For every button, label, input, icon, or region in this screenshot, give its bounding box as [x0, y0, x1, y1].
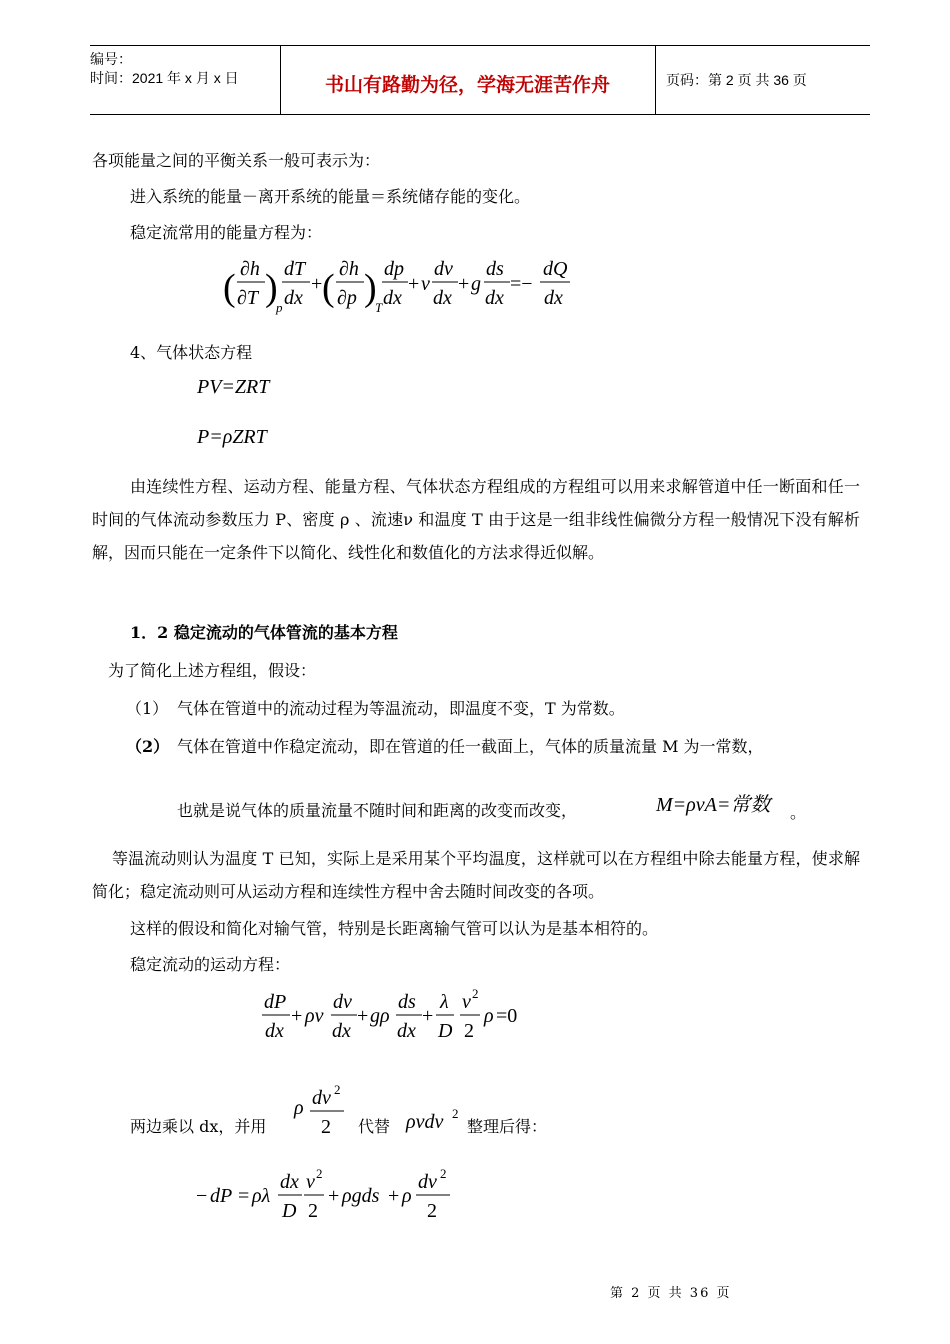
svg-text:T: T [375, 300, 383, 315]
energy-equation [218, 252, 588, 322]
svg-text:=0: =0 [496, 1005, 518, 1027]
svg-text:dp: dp [384, 258, 404, 280]
term-rho-v-dv2 [404, 1106, 464, 1140]
equation-mass-flow-constant: M=ρνA=常数 [656, 794, 771, 816]
assumption-2-end-mark: 。 [790, 803, 807, 822]
svg-text:∂p: ∂p [337, 287, 357, 309]
svg-text:ρ: ρ [402, 1185, 412, 1207]
svg-text:dx: dx [332, 1020, 351, 1042]
svg-text:dP: dP [210, 1185, 233, 1207]
text-assumptions-intro: 为了简化上述方程组，假设： [108, 661, 317, 680]
svg-text:dv: dv [333, 991, 352, 1013]
svg-text:v: v [462, 991, 471, 1013]
svg-text:+: + [422, 1005, 434, 1027]
svg-text:2: 2 [472, 986, 479, 1001]
svg-text:dv: dv [312, 1087, 331, 1109]
svg-text:+: + [388, 1185, 400, 1207]
svg-text:): ) [265, 267, 278, 309]
equation-pv-zrt: PV=ZRT [197, 376, 270, 398]
svg-text:dx: dx [397, 1020, 416, 1042]
assumption-1-text: 气体在管道中的流动过程为等温流动，即温度不变，T 为常数。 [177, 699, 625, 718]
doc-number-label: 编号： [90, 51, 132, 67]
svg-text:2: 2 [316, 1166, 323, 1181]
svg-text:dv: dv [434, 258, 453, 280]
svg-text:ρgds: ρgds [342, 1185, 380, 1207]
svg-text:−: − [196, 1185, 208, 1207]
svg-text:=−: =− [510, 273, 533, 295]
paragraph-equation-system: 由连续性方程、运动方程、能量方程、气体状态方程组成的方程组可以用来求解管道中任一断面和任一时间的气体流动参数压力 P、密度 ρ 、流速ν 和温度 T 由于这是一组非线性偏微分方程一般情况下没有解析解，因而只能在一定条件下以简化、线性化和数值化的方法求得近似解。 [92, 477, 860, 562]
svg-text:2: 2 [427, 1200, 437, 1222]
footer-page-number: 第 2 页 共 36 页 [610, 1286, 732, 1301]
assumption-2-continuation: 也就是说气体的质量流量不随时间和距离的改变而改变， [177, 801, 578, 820]
svg-text:dx: dx [280, 1171, 299, 1193]
header-left-cell [90, 46, 281, 114]
paragraph-isothermal-steady: 等温流动则认为温度 T 已知，实际上是采用某个平均温度，这样就可以在方程组中除去能量方程，使求解简化；稳定流动则可从运动方程和连续性方程中舍去随时间改变的各项。 [92, 849, 860, 901]
text-replace: 代替 [358, 1117, 391, 1136]
text-energy-statement: 进入系统的能量－离开系统的能量＝系统储存能的变化。 [130, 187, 531, 206]
doc-time-label: 时间：2021 年 x 月 x 日 [90, 70, 239, 86]
svg-text:ρvdv: ρvdv [406, 1111, 444, 1133]
svg-text:∂h: ∂h [339, 258, 359, 280]
term-rho-dv2-over-2 [292, 1082, 352, 1146]
svg-text:2: 2 [452, 1106, 459, 1121]
svg-text:∂T: ∂T [237, 287, 259, 309]
svg-text:2: 2 [308, 1200, 318, 1222]
svg-text:gρ: gρ [370, 1005, 390, 1027]
svg-text:(: ( [322, 267, 335, 309]
svg-text:+: + [311, 273, 323, 295]
section-gas-state-equation: 4、气体状态方程 [130, 343, 253, 362]
svg-text:D: D [282, 1200, 297, 1222]
assumption-1-number: （1） [126, 699, 169, 718]
svg-text:λ: λ [440, 991, 449, 1013]
svg-text:dx: dx [383, 287, 402, 309]
equation-p-rho-zrt: P=ρZRT [197, 426, 267, 448]
svg-text:dv: dv [418, 1171, 437, 1193]
text-assumption-fit: 这样的假设和简化对输气管，特别是长距离输气管可以认为是基本相符的。 [130, 919, 659, 938]
svg-text:dx: dx [284, 287, 303, 309]
section-heading-1-2: 1．2 稳定流动的气体管流的基本方程 [130, 623, 398, 642]
text-steady-motion-intro: 稳定流动的运动方程： [130, 955, 291, 974]
svg-text:+: + [408, 273, 420, 295]
svg-text:dx: dx [265, 1020, 284, 1042]
svg-text:ρλ: ρλ [252, 1185, 271, 1207]
svg-text:2: 2 [464, 1020, 474, 1042]
steady-motion-equation [258, 986, 538, 1050]
svg-text:2: 2 [334, 1082, 341, 1097]
svg-text:ds: ds [398, 991, 416, 1013]
svg-text:ρ: ρ [294, 1097, 304, 1119]
svg-text:=: = [238, 1185, 250, 1207]
svg-text:dx: dx [544, 287, 563, 309]
header-page-label: 页码：第 2 页 共 36 页 [666, 72, 807, 88]
svg-text:D: D [438, 1020, 453, 1042]
assumption-2-number: （2） [126, 737, 170, 756]
svg-text:ρv: ρv [305, 1005, 324, 1027]
svg-text:dx: dx [433, 287, 452, 309]
svg-text:v: v [306, 1171, 315, 1193]
svg-text:2: 2 [440, 1166, 447, 1181]
svg-text:dP: dP [264, 991, 287, 1013]
header-right-cell [655, 46, 871, 114]
svg-text:v: v [421, 273, 430, 295]
text-after-rearranging: 整理后得： [467, 1117, 548, 1136]
final-pressure-drop-equation [194, 1166, 464, 1230]
svg-text:∂h: ∂h [240, 258, 260, 280]
svg-text:dT: dT [284, 258, 306, 280]
svg-text:+: + [458, 273, 470, 295]
svg-text:+: + [328, 1185, 340, 1207]
svg-text:dx: dx [485, 287, 504, 309]
svg-text:ρ: ρ [484, 1005, 494, 1027]
text-multiply-dx: 两边乘以 dx，并用 [130, 1117, 267, 1136]
svg-text:ds: ds [486, 258, 504, 280]
svg-text:+: + [291, 1005, 303, 1027]
svg-text:+: + [357, 1005, 369, 1027]
svg-text:(: ( [223, 267, 236, 309]
svg-text:): ) [364, 267, 377, 309]
header-motto: 书山有路勤为径，学海无涯苦作舟 [324, 74, 610, 96]
svg-text:2: 2 [321, 1116, 331, 1138]
assumption-2-text: 气体在管道中作稳定流动，即在管道的任一截面上，气体的质量流量 M 为一常数， [177, 737, 764, 756]
text-energy-balance: 各项能量之间的平衡关系一般可表示为： [92, 151, 381, 170]
svg-text:g: g [471, 273, 481, 295]
text-energy-equation-intro: 稳定流常用的能量方程为： [130, 223, 323, 242]
header-table [90, 45, 870, 115]
svg-text:dQ: dQ [543, 258, 568, 280]
svg-text:p: p [276, 300, 283, 315]
